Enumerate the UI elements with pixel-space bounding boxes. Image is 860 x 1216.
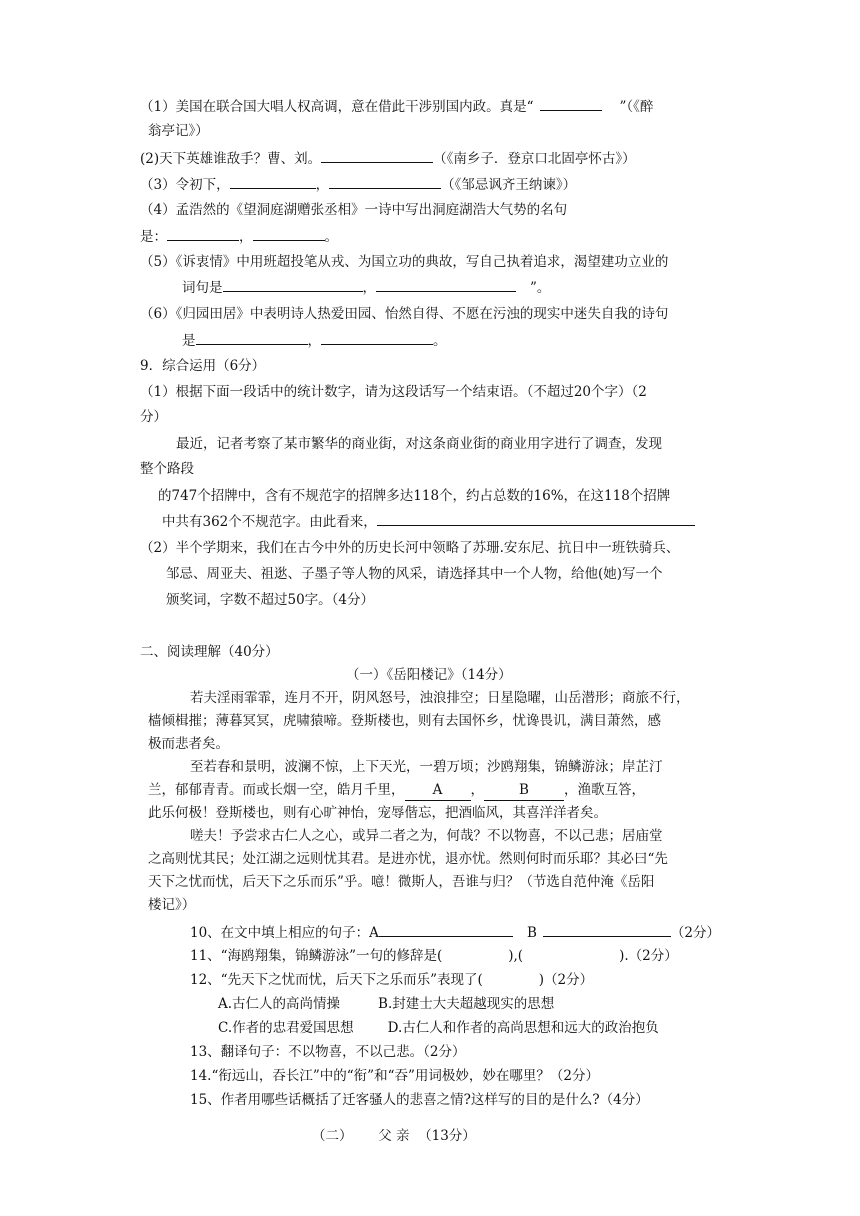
answer-blank[interactable]	[543, 922, 671, 937]
answer-blank[interactable]	[379, 922, 513, 937]
passage-p2-line3: 此乐何极！登斯楼也，则有心旷神怡，宠辱偕忘，把酒临风，其喜洋洋者矣。	[148, 805, 607, 821]
passage-p3-line1: 嗟夫！予尝求古仁人之心，或异二者之为，何哉？不以物喜，不以己悲；居庙堂	[190, 828, 663, 844]
q15: 15、作者用哪些话概括了迁客骚人的悲喜之情?这样写的目的是什么?（4分）	[190, 1092, 649, 1108]
q9-passage-line2: 整个路段	[140, 461, 194, 477]
answer-blank[interactable]	[377, 511, 695, 526]
passage1-title: （一）《岳阳楼记》（14分）	[346, 667, 512, 683]
option-b[interactable]: B.封建士大夫超越现实的思想	[378, 996, 555, 1012]
q8-item6-line1: （6）《归园田居》中表明诗人热爱田园、怡然自得、不愿在污浊的现实中迷失自我的诗句	[140, 306, 669, 322]
q8-item4-line2: 是： ， 。	[140, 226, 338, 247]
passage2-title: （二） 父 亲 （13分）	[312, 1128, 476, 1144]
answer-blank[interactable]	[540, 96, 602, 111]
q12-options-row2	[218, 1018, 659, 1038]
passage-p1-line3: 极而悲者矣。	[148, 736, 229, 752]
blank-b[interactable]: B	[484, 780, 564, 801]
option-a[interactable]: A.古仁人的高尚情操	[218, 996, 341, 1012]
q9-passage-line4: 中共有362个不规范字。由此看来，	[162, 511, 695, 532]
q8-item5-line1: （5）《诉衷情》中用班超投笔从戎、为国立功的典故，写自己执着追求，渴望建功立业的	[140, 254, 669, 270]
passage-p2-line1: 至若春和景明，波澜不惊，上下天光，一碧万顷；沙鸥翔集，锦鳞游泳；岸芷汀	[190, 759, 663, 775]
q11: 11、“海鸥翔集，锦鳞游泳”一句的修辞是( ),( ).（2分）	[190, 948, 678, 964]
q14: 14.“衔远山，吞长江”中的“衔”和“吞”用词极妙，妙在哪里？（2分）	[190, 1068, 599, 1084]
answer-blank[interactable]	[167, 226, 239, 241]
q9-passage-line1: 最近，记者考察了某市繁华的商业街，对这条商业街的商业用字进行了调查，发现	[176, 436, 662, 452]
q9-part2-line2: 邹忌、周亚夫、祖逖、子墨子等人物的风采，请选择其中一个人物，给他(她)写一个	[166, 566, 663, 582]
q10: 10、在文中填上相应的句子：A B （2分）	[190, 922, 720, 943]
passage-p2-line2: 兰，郁郁青青。而或长烟一空，皓月千里， A ， B ，渔歌互答，	[148, 780, 645, 801]
q8-item6-line2: 是 ， 。	[182, 330, 447, 351]
q8-item1-line2: 翁亭记》）	[148, 123, 209, 139]
answer-blank[interactable]	[196, 330, 308, 345]
q9-title: 9．综合运用（6分）	[140, 358, 266, 374]
passage-p1-line2: 樯倾楫摧；薄暮冥冥，虎啸猿啼。登斯楼也，则有去国怀乡，忧谗畏讥，满目萧然，感	[148, 713, 661, 729]
answer-blank[interactable]	[376, 277, 516, 292]
q9-passage-line3: 的747个招牌中，含有不规范字的招牌多达118个，约占总数的16%，在这118个招牌	[158, 488, 671, 504]
option-c[interactable]: C.作者的忠君爱国思想	[218, 1020, 354, 1036]
answer-blank[interactable]	[321, 330, 433, 345]
passage-p3-line4: 楼记》）	[148, 897, 196, 913]
passage-p3-line3: 天下之忧而忧，后天下之乐而乐”乎。噫！微斯人，吾谁与归？（节选自范仲淹《岳阳	[148, 874, 655, 890]
answer-blank[interactable]	[321, 148, 433, 163]
passage-p3-line2: 之高则忧其民；处江湖之远则忧其君。是进亦忧，退亦忧。然则何时而乐耶？其必曰“先	[148, 851, 668, 867]
q8-item1-line1: （1）美国在联合国大唱人权高调，意在借此干涉别国内政。真是“ ”（《醉	[140, 96, 653, 117]
q12-options-row1	[218, 994, 554, 1014]
q12: 12、“先天下之忧而忧，后天下之乐而乐”表现了( )（2分）	[190, 972, 594, 988]
answer-blank[interactable]	[329, 174, 441, 189]
q8-item4-line1: （4）孟浩然的《望洞庭湖赠张丞相》一诗中写出洞庭湖浩大气势的名句	[140, 202, 568, 218]
q9-part2-line3: 颁奖词，字数不超过50字。（4分）	[166, 592, 375, 608]
q8-item2: (2)天下英雄谁敌手？曹、刘。 （《南乡子．登京口北固亭怀古》）	[140, 148, 636, 169]
answer-blank[interactable]	[223, 277, 363, 292]
answer-blank[interactable]	[230, 174, 316, 189]
q8-item5-line2: 词句是 ， ”。	[182, 277, 550, 298]
q9-part1-line1: （1）根据下面一段话中的统计数字，请为这段话写一个结束语。（不超过20个字）（2	[140, 384, 647, 400]
q13: 13、翻译句子：不以物喜，不以己悲。（2分）	[190, 1044, 466, 1060]
q9-part2-line1: （2）半个学期来，我们在古今中外的历史长河中领略了苏珊.安东尼、抗日中一班铁骑兵、	[140, 540, 680, 556]
section-title: 二、阅读理解（40分）	[140, 644, 279, 660]
q9-part1-line2: 分）	[140, 409, 167, 425]
answer-blank[interactable]	[253, 226, 325, 241]
option-d[interactable]: D.古仁人和作者的高尚思想和远大的政治抱负	[387, 1020, 659, 1036]
q8-item3: （3）令初下， ， （《邹忌讽齐王纳谏》）	[140, 174, 576, 195]
passage-p1-line1: 若夫淫雨霏霏，连月不开，阴风怒号，浊浪排空；日星隐曜，山岳潜形；商旅不行，	[190, 690, 690, 706]
blank-a[interactable]: A	[405, 780, 471, 801]
